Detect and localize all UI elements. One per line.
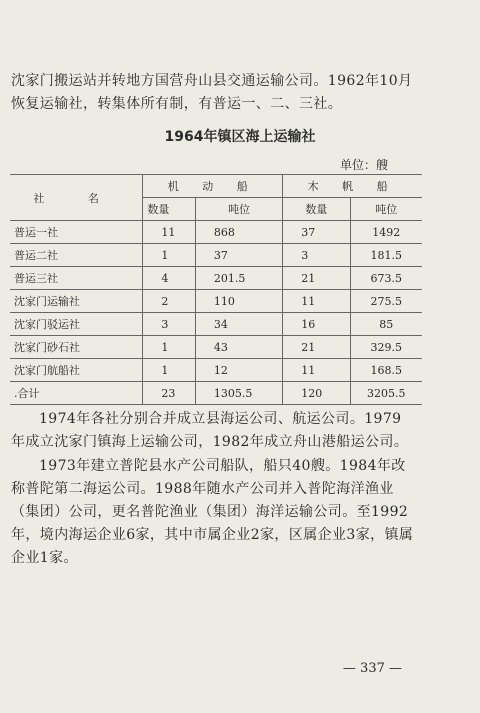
row-motor-tonnage: 37 [195, 244, 282, 267]
row-motor-tonnage: 34 [195, 313, 282, 336]
row-motor-count: 4 [143, 267, 196, 290]
row-sail-tonnage: 329.5 [350, 336, 422, 359]
row-name: 普运三社 [10, 267, 143, 290]
table-header-row [10, 175, 422, 198]
row-name: 普运一社 [10, 221, 143, 244]
row-sail-count: 21 [283, 267, 350, 290]
row-motor-count: 11 [143, 221, 196, 244]
paragraph-1973: 1973年建立普陀县水产公司船队，船只40艘。1984年改称普陀第二海运公司。1988年随水产公司并入普陀海洋渔业（集团）公司，更名普陀渔业（集团）海洋运输公司。至1992年，境内海运企业6家，其中市属企业2家，区属企业3家，镇属企业1家。 [11, 458, 414, 566]
row-sail-count: 11 [283, 359, 350, 382]
table-body [10, 221, 422, 405]
row-sail-count: 37 [283, 221, 350, 244]
table-title: 1964年镇区海上运输社 [164, 129, 316, 145]
header-sail-count: 数量 [283, 198, 350, 221]
row-motor-tonnage: 868 [195, 221, 282, 244]
row-sail-count: 120 [283, 382, 350, 405]
table-row [10, 221, 422, 244]
paragraph-intro: 沈家门搬运站并转地方国营舟山县交通运输公司。1962年10月恢复运输社，转集体所有制，有普运一、二、三社。 [11, 73, 413, 112]
row-motor-count: 1 [143, 359, 196, 382]
row-sail-tonnage: 1492 [350, 221, 422, 244]
header-motor-tonnage: 吨位 [195, 198, 282, 221]
row-motor-count: 1 [143, 336, 196, 359]
row-motor-count: 1 [143, 244, 196, 267]
row-name: 沈家门砂石社 [10, 336, 143, 359]
table-row [10, 244, 422, 267]
row-motor-count: 3 [143, 313, 196, 336]
table-unit: 单位：艘 [340, 158, 389, 172]
table-row [10, 336, 422, 359]
row-sail-tonnage: 168.5 [350, 359, 422, 382]
row-motor-count: 2 [143, 290, 196, 313]
row-motor-tonnage: 201.5 [195, 267, 282, 290]
row-name: 沈家门航船社 [10, 359, 143, 382]
row-motor-tonnage: 43 [195, 336, 282, 359]
row-sail-tonnage: 3205.5 [350, 382, 422, 405]
row-sail-tonnage: 275.5 [350, 290, 422, 313]
row-sail-tonnage: 673.5 [350, 267, 422, 290]
row-sail-count: 21 [283, 336, 350, 359]
row-motor-tonnage: 1305.5 [195, 382, 282, 405]
row-name: 沈家门运输社 [10, 290, 143, 313]
paragraph-1974: 1974年各社分别合并成立县海运公司、航运公司。1979年成立沈家门镇海上运输公司，1982年成立舟山港船运公司。 [11, 411, 409, 450]
row-sail-count: 3 [283, 244, 350, 267]
row-name: .合计 [10, 382, 143, 405]
row-motor-tonnage: 110 [195, 290, 282, 313]
row-sail-tonnage: 181.5 [350, 244, 422, 267]
row-motor-tonnage: 12 [195, 359, 282, 382]
transport-cooperatives-table [10, 174, 422, 405]
header-sail-tonnage: 吨位 [350, 198, 422, 221]
row-name: 沈家门驳运社 [10, 313, 143, 336]
header-motor-boats: 机 动 船 [143, 175, 283, 198]
header-cooperative-name: 社 名 [10, 175, 143, 221]
table-row [10, 382, 422, 405]
header-sail-boats: 木 帆 船 [283, 175, 422, 198]
page-number: — 337 — [342, 661, 402, 676]
table-row [10, 290, 422, 313]
row-sail-tonnage: 85 [350, 313, 422, 336]
row-motor-count: 23 [143, 382, 196, 405]
header-motor-count: 数量 [143, 198, 196, 221]
row-sail-count: 11 [283, 290, 350, 313]
table-row [10, 313, 422, 336]
table-row [10, 267, 422, 290]
row-sail-count: 16 [283, 313, 350, 336]
table-row [10, 359, 422, 382]
row-name: 普运二社 [10, 244, 143, 267]
